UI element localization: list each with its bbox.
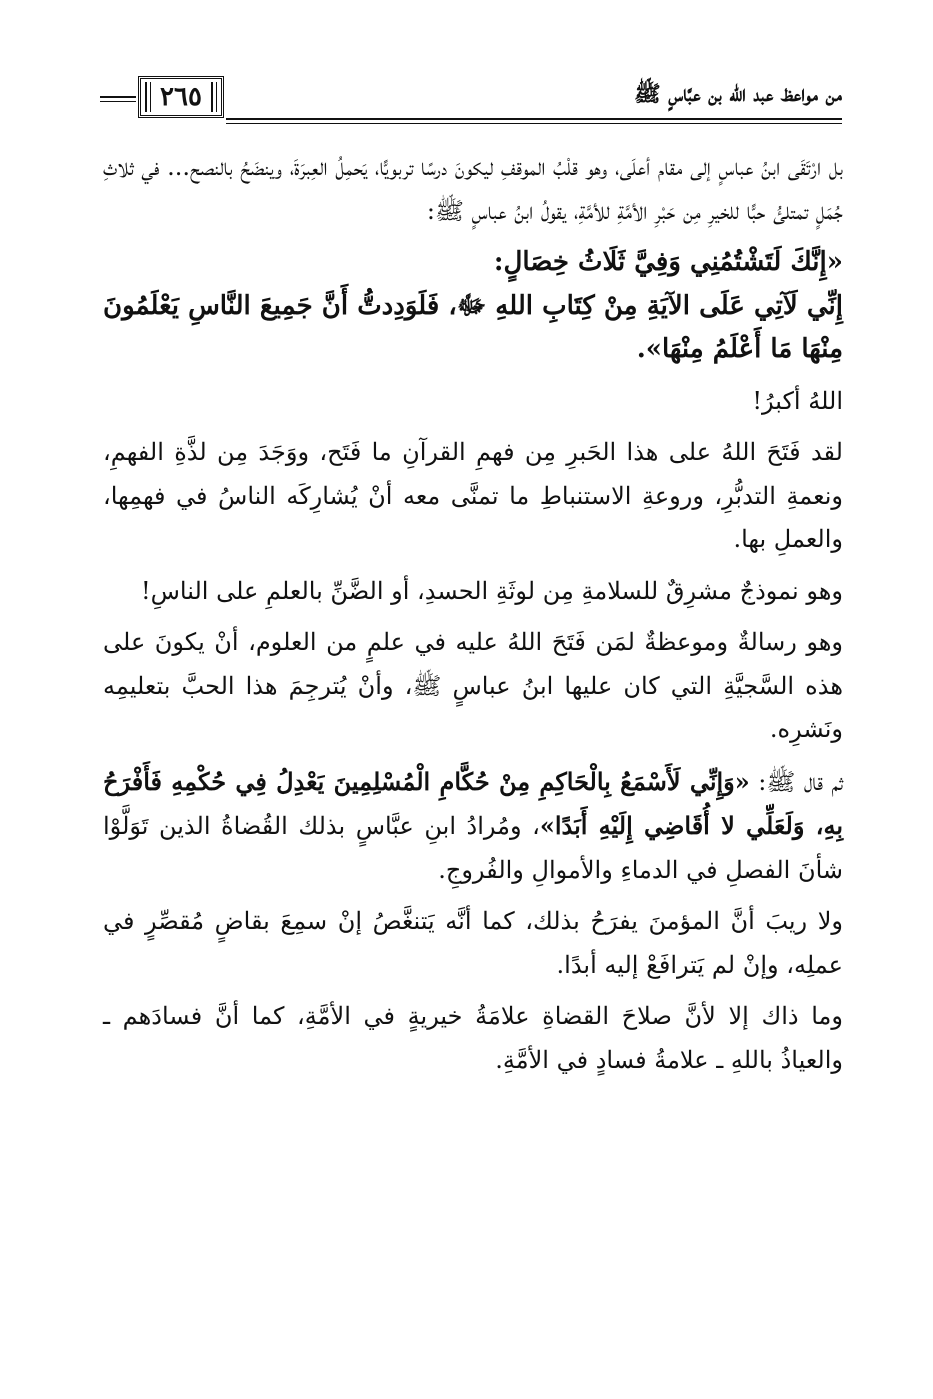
header-title: من مواعظ عبد الله بن عبَّاسٍ ﷺ (634, 81, 842, 107)
paragraph: وهو رسالةٌ وموعظةٌ لمَن فَتَحَ اللهُ عليه في علمٍ من العلوم، أنْ يكونَ على هذه السَّجيَّةِ التي كان عليها ابنُ عباسٍ ﷺ، وأنْ يُترجِمَ هذا الحبَّ بتعليمِه ونَشرِه. (103, 628, 843, 743)
paragraph: ولا ريبَ أنَّ المؤمنَ يفرَحُ بذلك، كما أنَّه يَتنغَّصُ إنْ سمِعَ بقاضٍ مُقصِّرٍ في عملِه، وإنْ لم يَترافَعْ إليه أبدًا. (103, 907, 843, 979)
paragraph-intro: ثم قال ﷺ: (749, 767, 843, 796)
paragraph: اللهُ أكبرُ! (752, 386, 843, 415)
paragraph-rest: ، ومُرادُ ابنِ عبَّاسٍ بذلك القُضاةُ الذين تَوَلَّوْا شأنَ الفصلِ في الدماءِ والأموالِ والفُروجِ. (103, 812, 843, 884)
header-rule-right (226, 118, 842, 120)
paragraph: بل ارْتَقَى ابنُ عباسٍ إلى مقام أعلَى، وهو قلْبُ الموقفِ ليكونَ درسًا تربويًّا، يَحمِلُ العِبرَةَ، وينضَحُ بالنصح... في ثلاثِ جُمَلٍ تمتلئُ حبًّا للخيرِ مِن حَبْرِ الأمَّةِ للأمَّةِ، يقولُ ابنُ عباسٍ ﷺ: (103, 153, 844, 225)
header-rule-right-thin (226, 123, 842, 124)
paragraph (103, 760, 843, 893)
quote-line: «إِنَّكَ لَتَشْتُمُنِي وَفِيَّ ثَلَاثُ خِصَالٍ: (493, 247, 843, 277)
hadith-quote: «وَإِنِّي لَأَسْمَعُ بِالْحَاكِمِ مِنْ حُكَّامِ الْمُسْلِمِينَ يَعْدِلُ فِي حُكْمِهِ فَأَفْرَحُ بِهِ، وَلَعَلِّي لا أُقَاضِي إِلَيْهِ أَبَدًا» (103, 766, 843, 840)
page-number-box (138, 76, 224, 118)
header-rule-left (100, 96, 136, 98)
header-rule-left-thin (100, 101, 136, 102)
quote-line: إِنِّي لَآتِي عَلَى الآيَةِ مِنْ كِتَابِ اللهِ ﷻ، فَلَوَدِدتُّ أَنَّ جَمِيعَ النَّاسِ يَعْلَمُونَ مِنْهَا مَا أَعْلَمُ مِنْهَا». (103, 290, 843, 364)
paragraph: وهو نموذجٌ مشرِقٌ للسلامةِ مِن لوثَةِ الحسدِ، أو الضَّنِّ بالعلمِ على الناسِ! (140, 576, 843, 605)
page-body (103, 146, 843, 1090)
paragraph: وما ذاك إلا لأنَّ صلاحَ القضاةِ علامَةُ خيريةٍ في الأمَّةِ، كما أنَّ فسادَهم ـ والعياذُ باللهِ ـ علامةُ فسادٍ في الأمَّةِ. (103, 1002, 843, 1074)
page-number: ٢٦٥ (160, 82, 202, 112)
running-header (100, 74, 842, 134)
paragraph: لقد فَتَحَ اللهُ على هذا الحَبرِ مِن فهمِ القرآنِ ما فَتَح، ووَجَدَ مِن لذَّةِ الفهمِ، ونعمةِ التدبُّرِ، وروعةِ الاستنباطِ ما تمنَّى معه أنْ يُشارِكَه الناسُ في فهمِها، والعملِ بها. (103, 438, 843, 553)
